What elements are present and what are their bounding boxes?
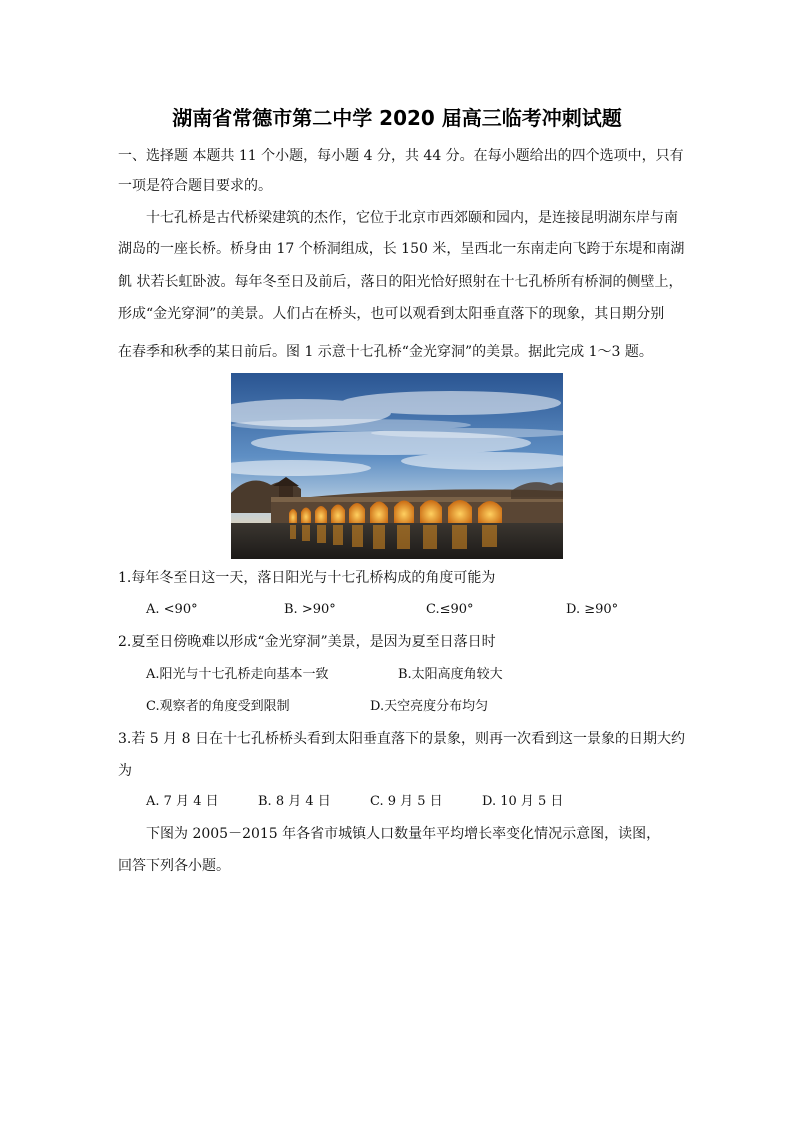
question-3-option-c[interactable]: C. 9 月 5 日 bbox=[370, 794, 443, 809]
question-2-option-b[interactable]: B.太阳高度角较大 bbox=[398, 667, 503, 682]
question-1-option-d[interactable]: D. ≥90° bbox=[566, 602, 619, 617]
page-title: 湖南省常德市第二中学 2020 届高三临考冲刺试题 bbox=[172, 106, 622, 130]
question-2-stem: 2.夏至日傍晚难以形成“金光穿洞”美景，是因为夏至日落日时 bbox=[118, 634, 496, 650]
question-3-stem-line-2: 为 bbox=[118, 763, 132, 779]
seventeen-arch-bridge-photo bbox=[231, 373, 563, 559]
passage1-line-4: 形成“金光穿洞”的美景。人们占在桥头，也可以观看到太阳垂直落下的现象，其日期分别 bbox=[118, 306, 665, 322]
question-1-option-a[interactable]: A. <90° bbox=[146, 602, 198, 617]
passage1-line-5: 在春季和秋季的某日前后。图 1 示意十七孔桥“金光穿洞”的美景。据此完成 1～3 题。 bbox=[118, 344, 653, 360]
passage1-line-2: 湖岛的一座长桥。桥身由 17 个桥洞组成，长 150 米，呈西北一东南走向飞跨于东堤和南湖 bbox=[118, 241, 685, 257]
question-3-stem-line-1: 3.若 5 月 8 日在十七孔桥桥头看到太阳垂直落下的景象，则再一次看到这一景象的日期大约 bbox=[118, 731, 685, 747]
question-2-option-c[interactable]: C.观察者的角度受到限制 bbox=[146, 699, 290, 714]
question-3-option-d[interactable]: D. 10 月 5 日 bbox=[482, 794, 564, 809]
question-1-option-c[interactable]: C.≤90° bbox=[426, 602, 474, 617]
question-2-option-d[interactable]: D.天空亮度分布均匀 bbox=[370, 699, 489, 714]
question-1-option-b[interactable]: B. >90° bbox=[284, 602, 336, 617]
question-2-option-a[interactable]: A.阳光与十七孔桥走向基本一致 bbox=[146, 667, 329, 682]
passage1-line-1: 十七孔桥是古代桥梁建筑的杰作，它位于北京市西郊颐和园内，是连接昆明湖东岸与南 bbox=[146, 210, 678, 226]
passage2-line-2: 回答下列各小题。 bbox=[118, 858, 230, 874]
section-header-line-2: 一项是符合题目要求的。 bbox=[118, 178, 272, 194]
question-3-option-a[interactable]: A. 7 月 4 日 bbox=[146, 794, 219, 809]
question-1-stem: 1.每年冬至日这一天，落日阳光与十七孔桥构成的角度可能为 bbox=[118, 570, 496, 586]
section-header-line-1: 一、选择题 本题共 11 个小题，每小题 4 分，共 44 分。在每小题给出的四个选项中，只有 bbox=[118, 148, 684, 164]
question-3-option-b[interactable]: B. 8 月 4 日 bbox=[258, 794, 331, 809]
passage2-line-1: 下图为 2005－2015 年各省市城镇人口数量年平均增长率变化情况示意图，读图， bbox=[146, 826, 661, 842]
passage1-line-3: 飢 状若长虹卧波。每年冬至日及前后，落日的阳光恰好照射在十七孔桥所有桥洞的侧壁上， bbox=[118, 274, 683, 290]
